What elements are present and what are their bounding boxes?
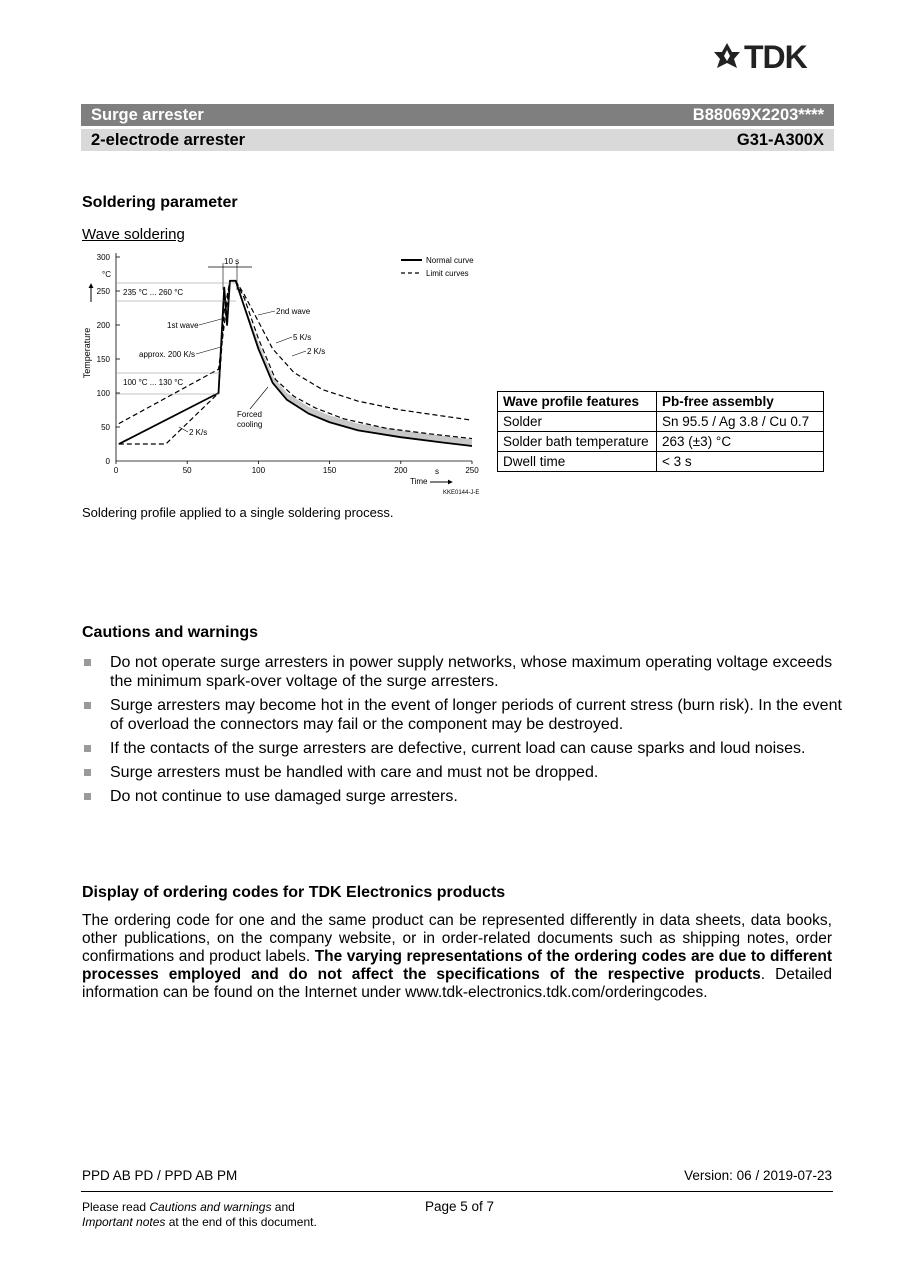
footer-note-suffix: at the end of this document. — [165, 1215, 317, 1229]
limit-curve-line-1 — [119, 281, 472, 444]
table-row — [498, 432, 824, 452]
y-tick-label: 0 — [105, 457, 110, 466]
table-header-cell: Pb-free assembly — [657, 392, 824, 412]
logo-text: TDK — [744, 40, 807, 72]
x-axis-unit: s — [435, 467, 439, 476]
list-item — [82, 739, 842, 758]
x-tick-label: 200 — [394, 466, 408, 475]
y-tick-label: 250 — [96, 287, 110, 296]
page-number: Page 5 of 7 — [425, 1199, 495, 1214]
chart-legend — [401, 256, 474, 278]
preheat-range-label: 100 °C ... 130 °C — [123, 378, 184, 387]
tdk-logo — [712, 40, 838, 72]
x-tick-label: 50 — [182, 466, 192, 475]
soldering-caption: Soldering profile applied to a single soldering process. — [82, 505, 394, 520]
table-cell: Dwell time — [498, 452, 657, 472]
header-bar-primary — [81, 104, 834, 126]
tdk-emblem-icon — [714, 43, 740, 68]
bullet-icon — [84, 793, 91, 800]
y-axis-label: Temperature — [82, 327, 92, 379]
wave-soldering-chart — [80, 250, 490, 500]
part-number: B88069X2203**** — [692, 105, 824, 124]
product-subtitle: 2-electrode arrester — [91, 130, 246, 149]
header-bar-secondary — [81, 129, 834, 151]
preheat-2ks-label: 2 K/s — [189, 428, 208, 437]
cautions-heading: Cautions and warnings — [82, 624, 259, 641]
footer-note — [82, 1200, 317, 1230]
first-wave-leader — [199, 318, 225, 325]
table-cell: Solder — [498, 412, 657, 432]
footer-note-and: and — [271, 1200, 295, 1214]
footer-note-prefix: Please read — [82, 1200, 150, 1214]
y-tick-label: 200 — [96, 321, 110, 330]
product-title: Surge arrester — [91, 105, 204, 124]
footer-note-cautions: Cautions and warnings — [149, 1200, 272, 1214]
x-tick-label: 0 — [113, 466, 119, 475]
x-axis-label: Time — [410, 477, 428, 486]
ordering-paragraph — [82, 912, 832, 1002]
legend-limit-label: Limit curves — [426, 269, 469, 278]
footer-note-important: Important notes — [82, 1215, 166, 1229]
table-header-row — [498, 392, 824, 412]
table-header-cell: Wave profile features — [498, 392, 657, 412]
footer-divider — [81, 1191, 833, 1192]
cooling-5ks-leader — [276, 337, 292, 343]
bullet-icon — [84, 745, 91, 752]
ordering-text-bold: The varying representations of the ordering codes are due to different processes employed and do not affect the specifications of the respective products — [82, 948, 832, 983]
footer-department: PPD AB PD / PPD AB PM — [82, 1168, 238, 1183]
figure-code: KKE0144-J-E — [443, 490, 480, 496]
wave-soldering-subheading: Wave soldering — [82, 226, 185, 243]
forced-cooling-label: Forced — [237, 410, 262, 419]
x-tick-label: 150 — [322, 466, 337, 475]
second-wave-label: 2nd wave — [276, 307, 311, 316]
ordering-heading: Display of ordering codes for TDK Electronics products — [82, 884, 506, 901]
type-code: G31-A300X — [736, 130, 824, 149]
list-item-text: Do not continue to use damaged surge arresters. — [110, 788, 458, 805]
table-cell: Sn 95.5 / Ag 3.8 / Cu 0.7 — [657, 412, 824, 432]
list-item — [82, 763, 842, 782]
peak-range-label: 235 °C ... 260 °C — [123, 288, 184, 297]
list-item-text: Surge arresters must be handled with care and must not be dropped. — [110, 764, 599, 781]
table-row — [498, 452, 824, 472]
forced-cooling-leader — [250, 387, 268, 409]
legend-normal-label: Normal curve — [426, 256, 474, 265]
forced-cooling-label-2: cooling — [237, 420, 263, 429]
list-item — [82, 653, 842, 691]
ordering-text-2: . Detailed information can be found on the Internet under www.tdk-electronics.tdk.com/orderingcodes. — [82, 966, 832, 1001]
y-tick-label: 50 — [101, 423, 110, 432]
list-item-text: Do not operate surge arresters in power supply networks, whose maximum operating voltage exceeds the minimum spark-over voltage of the surge arresters. — [110, 654, 833, 690]
chart-series-group — [119, 281, 472, 446]
bullet-icon — [84, 702, 91, 709]
x-tick-label: 250 — [465, 466, 479, 475]
list-item-text: Surge arresters may become hot in the event of longer periods of current stress (burn risk). In the event of overload the connectors may fail or the component may be destroyed. — [110, 697, 842, 733]
table-cell: Solder bath temperature — [498, 432, 657, 452]
list-item — [82, 787, 842, 806]
table-cell: 263 (±3) °C — [657, 432, 824, 452]
table-row — [498, 412, 824, 432]
ramp-rate-leader — [196, 347, 221, 354]
wave-profile-table — [497, 391, 824, 472]
normal-curve-line — [119, 281, 472, 446]
x-tick-label: 100 — [251, 466, 266, 475]
first-wave-label: 1st wave — [167, 321, 199, 330]
list-item-text: If the contacts of the surge arresters are defective, current load can cause sparks and loud noises. — [110, 740, 806, 757]
y-tick-label: 150 — [96, 355, 110, 364]
chart-annotations — [113, 257, 480, 496]
chart-tick-labels — [97, 253, 480, 475]
soldering-heading: Soldering parameter — [82, 194, 238, 211]
y-tick-label: 300 — [96, 253, 110, 262]
list-item — [82, 696, 842, 734]
y-axis-unit: °C — [102, 270, 111, 279]
cooling-2ks-label: 2 K/s — [307, 347, 326, 356]
footer-version: Version: 06 / 2019-07-23 — [684, 1168, 832, 1183]
second-wave-leader — [258, 311, 275, 315]
cooling-2ks-leader — [292, 351, 306, 356]
ramp-rate-label: approx. 200 K/s — [139, 350, 196, 359]
cooling-5ks-label: 5 K/s — [293, 333, 312, 342]
cautions-list — [82, 653, 842, 811]
bullet-icon — [84, 659, 91, 666]
ordering-text-1: The ordering code for one and the same product can be represented differently in data sheets, data books, other publications, on the company website, or in order-related documents such as shipping notes, order confirmations and product labels. — [82, 912, 832, 965]
ten-second-label: 10 s — [224, 257, 240, 266]
y-tick-label: 100 — [96, 389, 110, 398]
table-cell: < 3 s — [657, 452, 824, 472]
bullet-icon — [84, 769, 91, 776]
chart-gridlines — [116, 257, 120, 427]
